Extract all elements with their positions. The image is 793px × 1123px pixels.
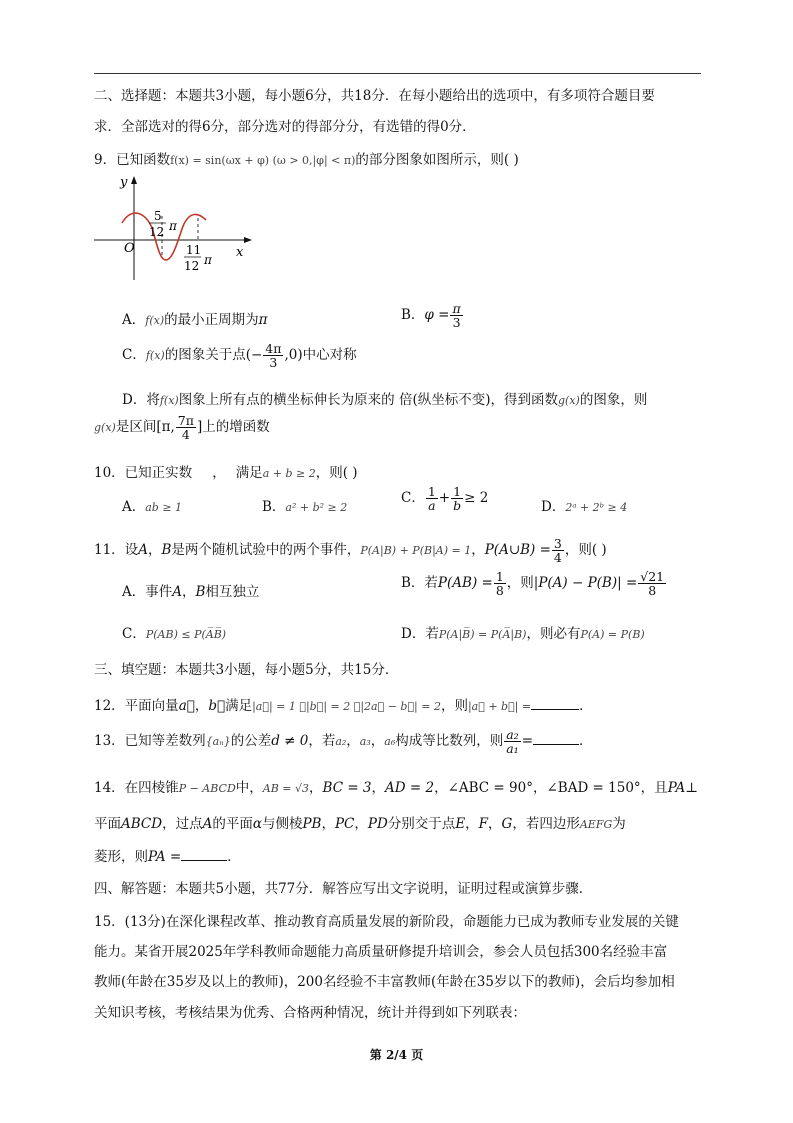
option-text: ，则 <box>506 575 534 592</box>
formula: (− <box>245 347 263 364</box>
stem-text: 13．已知等差数列 <box>94 733 206 750</box>
formula: E <box>455 816 466 832</box>
formula: [π, <box>156 419 175 436</box>
numerator: 3 <box>553 536 562 551</box>
fraction <box>638 570 666 597</box>
fraction <box>494 570 506 597</box>
question-14-line-2 <box>94 812 626 832</box>
section-2-line-1: 二、选择题：本题共3小题，每小题6分，共18分．在每小题给出的选项中，有多项符合题目要 <box>94 88 655 104</box>
question-15-line-1: 15．(13分)在深化课程改革、推动教育高质量发展的新阶段，命题能力已成为教师专业发展的关键 <box>94 914 679 930</box>
formula: B <box>195 584 206 600</box>
q9-prefix: 9．已知函数 <box>94 152 171 168</box>
section-4-header: 四、解答题：本题共5小题，共77分．解答应写出文字说明，证明过程或演算步骤． <box>94 881 593 897</box>
q9-suffix: 的部分图象如图所示，则( ) <box>355 152 519 168</box>
formula: = <box>521 733 534 750</box>
formula: P(A) = P(B) <box>580 628 645 641</box>
stem-text: 的公差 <box>230 733 272 750</box>
formula: 2ᵃ + 2ᵇ ≥ 4 <box>565 501 628 514</box>
option-text: 事件 <box>145 584 173 600</box>
numerator: 4π <box>265 341 282 356</box>
q10-option-a <box>122 495 182 515</box>
formula: ≥ 2 <box>464 490 489 507</box>
q9-option-a <box>122 308 267 328</box>
option-label: C． <box>122 626 146 642</box>
formula: f(x) <box>145 349 165 363</box>
stem-text: 与侧棱 <box>261 816 303 832</box>
formula: P(A|B) + P(B|A) = 1 <box>360 544 472 558</box>
option-text: 上的增函数 <box>202 419 270 436</box>
stem-text: 平面 <box>94 816 121 832</box>
question-15-line-4: 关知识考核，考核结果为优秀、合格两种情况，统计并得到如下列联表： <box>94 1005 526 1021</box>
question-10-stem <box>94 461 358 481</box>
formula: g(x) <box>558 394 580 407</box>
answer-blank[interactable] <box>533 744 579 745</box>
formula: a + b ≥ 2 <box>262 467 316 480</box>
answer-blank[interactable] <box>181 860 227 861</box>
formula: π <box>258 312 268 328</box>
denominator: a <box>428 498 436 514</box>
formula: b⃗ <box>208 698 226 714</box>
option-label: B． <box>401 575 425 592</box>
q10-option-d <box>541 495 627 515</box>
question-14-line-1 <box>94 776 698 796</box>
question-13 <box>94 728 593 755</box>
fraction <box>426 485 438 512</box>
formula: A <box>202 816 213 832</box>
stem-text: ， <box>354 816 368 832</box>
stem-text: ，∠ABC = 90°，∠BAD = 150°，且 <box>434 780 668 796</box>
formula: |a⃗| = 1 ，|b⃗| = 2 ，|2a⃗ − b⃗| = 2 <box>252 700 441 713</box>
denominator: 8 <box>495 583 504 599</box>
formula: P(AB) = <box>437 575 493 592</box>
formula: ABCD <box>121 816 163 832</box>
formula: |a⃗ + b⃗| = <box>467 700 532 713</box>
stem-text: 满足 <box>225 698 253 714</box>
q9-option-d <box>122 388 647 408</box>
mark2-numerator: 11 <box>186 243 202 257</box>
stem-text: 12．平面向量 <box>94 698 179 714</box>
denominator: b <box>453 498 462 514</box>
stem-text: ． <box>579 698 593 714</box>
denominator: a₁ <box>506 741 519 757</box>
q11-option-c <box>122 622 226 642</box>
stem-text: ， <box>212 465 226 481</box>
formula: g(x) <box>94 421 116 435</box>
stem-text: ． <box>579 733 593 750</box>
stem-text: 的平面 <box>212 816 253 832</box>
formula: B <box>161 542 172 559</box>
stem-text: ， <box>471 542 485 559</box>
formula: F <box>478 816 489 832</box>
option-label: D． <box>401 626 426 642</box>
x-axis-label: x <box>236 245 244 260</box>
formula: BC = 3 <box>322 780 372 796</box>
q9-option-b <box>401 302 464 329</box>
y-axis-arrow <box>131 176 137 184</box>
q9-function-graph <box>94 168 264 288</box>
stem-text: ， <box>309 780 323 796</box>
option-text: ， <box>182 584 196 600</box>
formula: a₂ <box>335 735 347 749</box>
formula: A <box>172 584 182 600</box>
x-axis-arrow <box>244 237 252 243</box>
formula: P(AB) ≤ P(A̅B̅) <box>145 628 227 641</box>
formula: + <box>438 490 451 507</box>
formula: P − ABCD <box>178 782 236 795</box>
q11-option-a <box>122 580 259 600</box>
stem-text: ，则( ) <box>564 542 607 559</box>
question-15-line-2: 能力。某省开展2025年学科教师命题能力高质量研修提升培训会，参会人员包括300名经验丰富 <box>94 944 668 960</box>
numerator: √21 <box>640 569 665 584</box>
denominator: 4 <box>181 427 190 443</box>
formula: {aₙ} <box>205 735 231 749</box>
stem-text: 构成等比数列，则 <box>395 733 504 750</box>
stem-text: ， <box>488 816 502 832</box>
stem-text: ， <box>147 542 162 559</box>
stem-text: ， <box>465 816 479 832</box>
denominator: 4 <box>553 550 562 566</box>
fraction <box>552 537 564 564</box>
stem-text: 11．设 <box>94 542 139 559</box>
formula: a₆ <box>384 735 396 749</box>
option-label: C． <box>401 490 425 507</box>
numerator: π <box>452 301 461 316</box>
denominator: 8 <box>648 583 657 599</box>
formula: P(A|B̅) = P(A̅|B) <box>438 628 527 641</box>
option-label: B． <box>401 307 425 324</box>
formula: G <box>501 816 513 832</box>
q11-option-d <box>401 622 645 642</box>
stem-text: ， <box>370 733 385 750</box>
mark1-pi: π <box>169 219 177 233</box>
stem-text: ，则 <box>440 698 468 714</box>
formula: f(x) <box>145 314 165 327</box>
formula: ] <box>196 419 203 436</box>
question-9-stem <box>94 148 519 168</box>
stem-text: ， <box>321 816 335 832</box>
option-text: 的图象，则 <box>579 392 648 408</box>
q11-option-b <box>401 570 667 597</box>
stem-text: ，若四边形 <box>512 816 580 832</box>
q9-option-d-continued <box>94 414 270 441</box>
formula: α <box>252 816 262 832</box>
option-label: A． <box>122 584 146 600</box>
stem-text: 菱形，则 <box>94 849 148 865</box>
formula: ab ≥ 1 <box>145 501 183 514</box>
fraction <box>176 414 196 441</box>
formula: AB = √3 <box>262 782 310 795</box>
mark1-numerator: 5 <box>154 209 162 223</box>
option-label: A． <box>122 499 146 515</box>
formula: |P(A) − P(B)| = <box>533 575 638 592</box>
option-label: D． <box>541 499 566 515</box>
stem-text: ，则( ) <box>315 465 358 481</box>
q9-option-c <box>122 342 357 369</box>
stem-text: ． <box>227 849 241 865</box>
numerator: 1 <box>427 484 436 499</box>
fraction <box>450 302 462 329</box>
section-3-header: 三、填空题：本题共3小题，每小题5分，共15分． <box>94 662 399 678</box>
stem-text: 14．在四棱锥 <box>94 780 179 796</box>
formula: PA = <box>148 849 182 865</box>
stem-text: 中， <box>235 780 263 796</box>
question-14-line-3 <box>94 845 241 865</box>
stem-text: 为 <box>612 816 626 832</box>
mark2-pi: π <box>204 253 212 267</box>
denominator: 3 <box>452 315 461 331</box>
formula: PA⊥ <box>667 780 698 796</box>
formula: AD = 2 <box>385 780 435 796</box>
option-text: 中心对称 <box>302 347 357 364</box>
formula: PB <box>302 816 322 832</box>
stem-text: 10．已知正实数 <box>94 465 193 481</box>
answer-blank[interactable] <box>531 709 579 710</box>
formula: A <box>138 542 148 559</box>
formula: f(x) <box>159 394 179 407</box>
numerator: 1 <box>453 484 462 499</box>
formula: a² + b² ≥ 2 <box>285 501 348 514</box>
stem-text: 满足 <box>235 465 263 481</box>
stem-text: ，过点 <box>162 816 203 832</box>
q10-option-c <box>401 485 488 512</box>
option-text: 若 <box>424 575 438 592</box>
fraction <box>451 485 463 512</box>
question-12 <box>94 694 593 714</box>
option-label: A． <box>122 312 146 328</box>
origin-label: O <box>124 241 135 256</box>
option-label: D．将 <box>122 392 160 408</box>
stem-text: 分别交于点 <box>387 816 456 832</box>
numerator: 1 <box>495 569 504 584</box>
option-label: B． <box>262 499 286 515</box>
mark1-denominator: 12 <box>149 225 165 239</box>
option-text: 图象上所有点的横坐标伸长为原来的 倍(纵坐标不变)，得到函数 <box>178 392 559 408</box>
formula: a⃗ <box>178 698 195 714</box>
page-footer: 第 2/4 页 <box>369 1048 424 1062</box>
denominator: 3 <box>269 355 278 371</box>
stem-text: ， <box>194 698 209 714</box>
stem-text: ， <box>371 780 386 796</box>
formula: PD <box>367 816 388 832</box>
numerator: 7π <box>177 413 194 428</box>
formula: φ = <box>424 307 450 324</box>
question-15-line-3: 教师(年龄在35岁及以上的教师)，200名经验不丰富教师(年龄在35岁以下的教师)，会后均参加相 <box>94 974 675 990</box>
stem-text: 是两个随机试验中的两个事件， <box>171 542 361 559</box>
option-text: 的图象关于点 <box>164 347 246 364</box>
option-text: 相互独立 <box>205 584 260 600</box>
q10-option-b <box>262 495 347 515</box>
option-text: 是区间 <box>115 419 157 436</box>
formula: PC <box>334 816 355 832</box>
option-text: ，则必有 <box>526 626 581 642</box>
option-text: 的最小正周期为 <box>164 312 259 328</box>
mark2-denominator: 12 <box>184 259 200 273</box>
q9-function-formula: f(x) = sin(ωx + φ) (ω > 0,|φ| < π) <box>170 154 356 167</box>
formula: AEFG <box>579 818 613 831</box>
stem-text: ，若 <box>308 733 336 750</box>
header-rule <box>94 73 701 74</box>
section-2-line-2: 求．全部选对的得6分，部分选对的得部分分，有选错的得0分． <box>94 119 476 135</box>
formula: ,0) <box>284 347 303 364</box>
formula: d ≠ 0 <box>271 733 309 750</box>
formula: a₃ <box>359 735 371 749</box>
formula: P(A∪B) = <box>484 542 551 559</box>
question-11-stem <box>94 537 607 564</box>
numerator: a₂ <box>506 727 519 742</box>
fraction <box>263 342 283 369</box>
option-text: 若 <box>425 626 439 642</box>
option-label: C． <box>122 347 146 364</box>
fraction <box>504 728 520 755</box>
stem-text: ， <box>346 733 360 750</box>
y-axis-label: y <box>120 175 128 190</box>
